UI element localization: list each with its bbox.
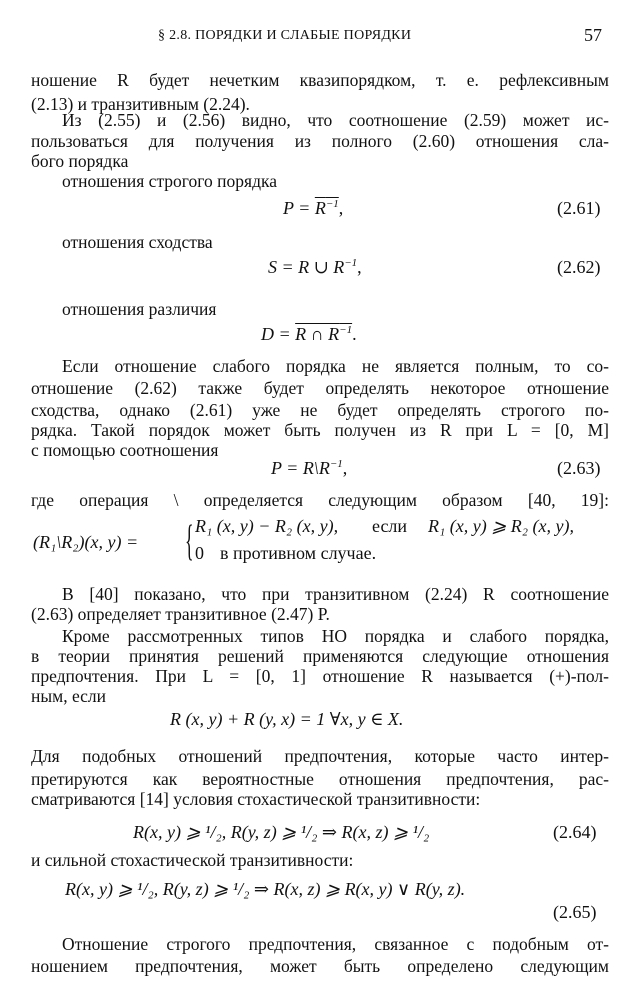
text-line: в теории принятия решений применяются следующие отношения xyxy=(31,646,609,666)
eq-lhs: P = xyxy=(283,198,315,218)
eq-tail: . xyxy=(352,324,357,344)
text-line: отношение (2.62) также будет определять некоторое отношение xyxy=(31,378,609,398)
equation-2-62 xyxy=(268,258,362,276)
eq-tail: , xyxy=(338,198,344,218)
eq-superscript: −1 xyxy=(339,324,353,336)
text-line: ношение R будет нечетким квазипорядком, т. е. рефлексивным xyxy=(31,70,609,90)
eq-base: R xyxy=(314,198,326,218)
eq-base: R ∩ R xyxy=(295,324,340,344)
text-line: отношения сходства xyxy=(62,232,213,252)
operation-case-1: R₁ (x, y) − R₂ (x, y), xyxy=(195,516,339,536)
text-line: предпочтения. При L = [0, 1] отношение R называется (+)-пол- xyxy=(31,666,609,686)
equation-number: (2.62) xyxy=(557,257,601,277)
text-line: где операция \ определяется следующим образом [40, 19]: xyxy=(31,490,609,510)
eq-superscript: −1 xyxy=(329,458,343,470)
text-line: Для подобных отношений предпочтения, которые часто интер- xyxy=(31,746,609,766)
page-number: 57 xyxy=(584,25,602,45)
text-line: пользоваться для получения из полного (2.60) отношения сла- xyxy=(31,131,609,151)
eq-body: P = R\R xyxy=(271,458,330,478)
text-line: Отношение строгого предпочтения, связанное с подобным от- xyxy=(62,934,609,954)
text-line: (2.13) и транзитивным (2.24). xyxy=(31,94,250,114)
text-line: (2.63) определяет транзитивное (2.47) P. xyxy=(31,604,330,624)
operation-brace xyxy=(183,516,196,564)
equation-number: (2.61) xyxy=(557,198,601,218)
operation-case-1-word: если xyxy=(372,516,408,536)
operation-case-2-value: 0 xyxy=(195,543,204,563)
equation-2-64: R(x, y) ⩾ ¹/₂, R(y, z) ⩾ ¹/₂ ⇒ R(x, z) ⩾ ¹/₂ xyxy=(133,822,430,842)
eq-overlined xyxy=(315,198,339,218)
text-line: сходства, однако (2.61) уже не будет определять строгого по- xyxy=(31,400,609,420)
text-line: ным, если xyxy=(31,686,107,706)
eq-lhs: D = xyxy=(261,324,296,344)
eq-superscript: −1 xyxy=(325,198,339,210)
text-line: Кроме рассмотренных типов НО порядка и слабого порядка, xyxy=(62,626,609,646)
equation-difference xyxy=(261,325,357,343)
text-line: отношения различия xyxy=(62,299,217,319)
text-line: рядка. Такой порядок может быть получен из R при L = [0, M] xyxy=(31,420,609,440)
text-line: В [40] показано, что при транзитивном (2.24) R соотношение xyxy=(62,584,609,604)
eq-body: S = R ∪ R xyxy=(268,257,345,277)
text-line: Из (2.55) и (2.56) видно, что соотношение (2.59) может ис- xyxy=(62,110,609,130)
text-line: сматриваются [14] условия стохастической транзитивности: xyxy=(31,789,481,809)
equation-2-63 xyxy=(271,459,347,477)
operation-case-1-condition: R₁ (x, y) ⩾ R₂ (x, y), xyxy=(428,516,575,536)
eq-overlined xyxy=(295,324,352,344)
equation-number: (2.64) xyxy=(553,822,597,842)
text-line: ношением предпочтения, может быть определено следующим xyxy=(31,956,609,976)
operation-case-2-condition: в противном случае. xyxy=(220,543,377,563)
text-line: бого порядка xyxy=(31,151,129,171)
text-line: и сильной стохастической транзитивности: xyxy=(31,850,354,870)
running-title: § 2.8. ПОРЯДКИ И СЛАБЫЕ ПОРЯДКИ xyxy=(158,28,412,43)
eq-tail: , xyxy=(342,458,348,478)
text-line: Если отношение слабого порядка не является полным, то со- xyxy=(62,356,609,376)
equation-number: (2.63) xyxy=(557,458,601,478)
text-line: отношения строгого порядка xyxy=(62,171,277,191)
eq-tail: , xyxy=(357,257,362,277)
text-line: с помощью соотношения xyxy=(31,440,219,460)
text-line: претируются как вероятностные отношения предпочтения, рас- xyxy=(31,769,609,789)
eq-superscript: −1 xyxy=(344,257,358,269)
equation-2-61 xyxy=(283,199,343,217)
brace-glyph: { xyxy=(185,516,194,564)
operation-definition-lhs: (R₁\R₂)(x, y) = xyxy=(33,532,139,552)
equation-plus-complete: R (x, y) + R (y, x) = 1 ∀x, y ∈ X. xyxy=(170,709,404,729)
equation-number: (2.65) xyxy=(553,902,597,922)
equation-2-65: R(x, y) ⩾ ¹/₂, R(y, z) ⩾ ¹/₂ ⇒ R(x, z) ⩾ R(x, y) ∨ R(y, z). xyxy=(65,879,466,899)
